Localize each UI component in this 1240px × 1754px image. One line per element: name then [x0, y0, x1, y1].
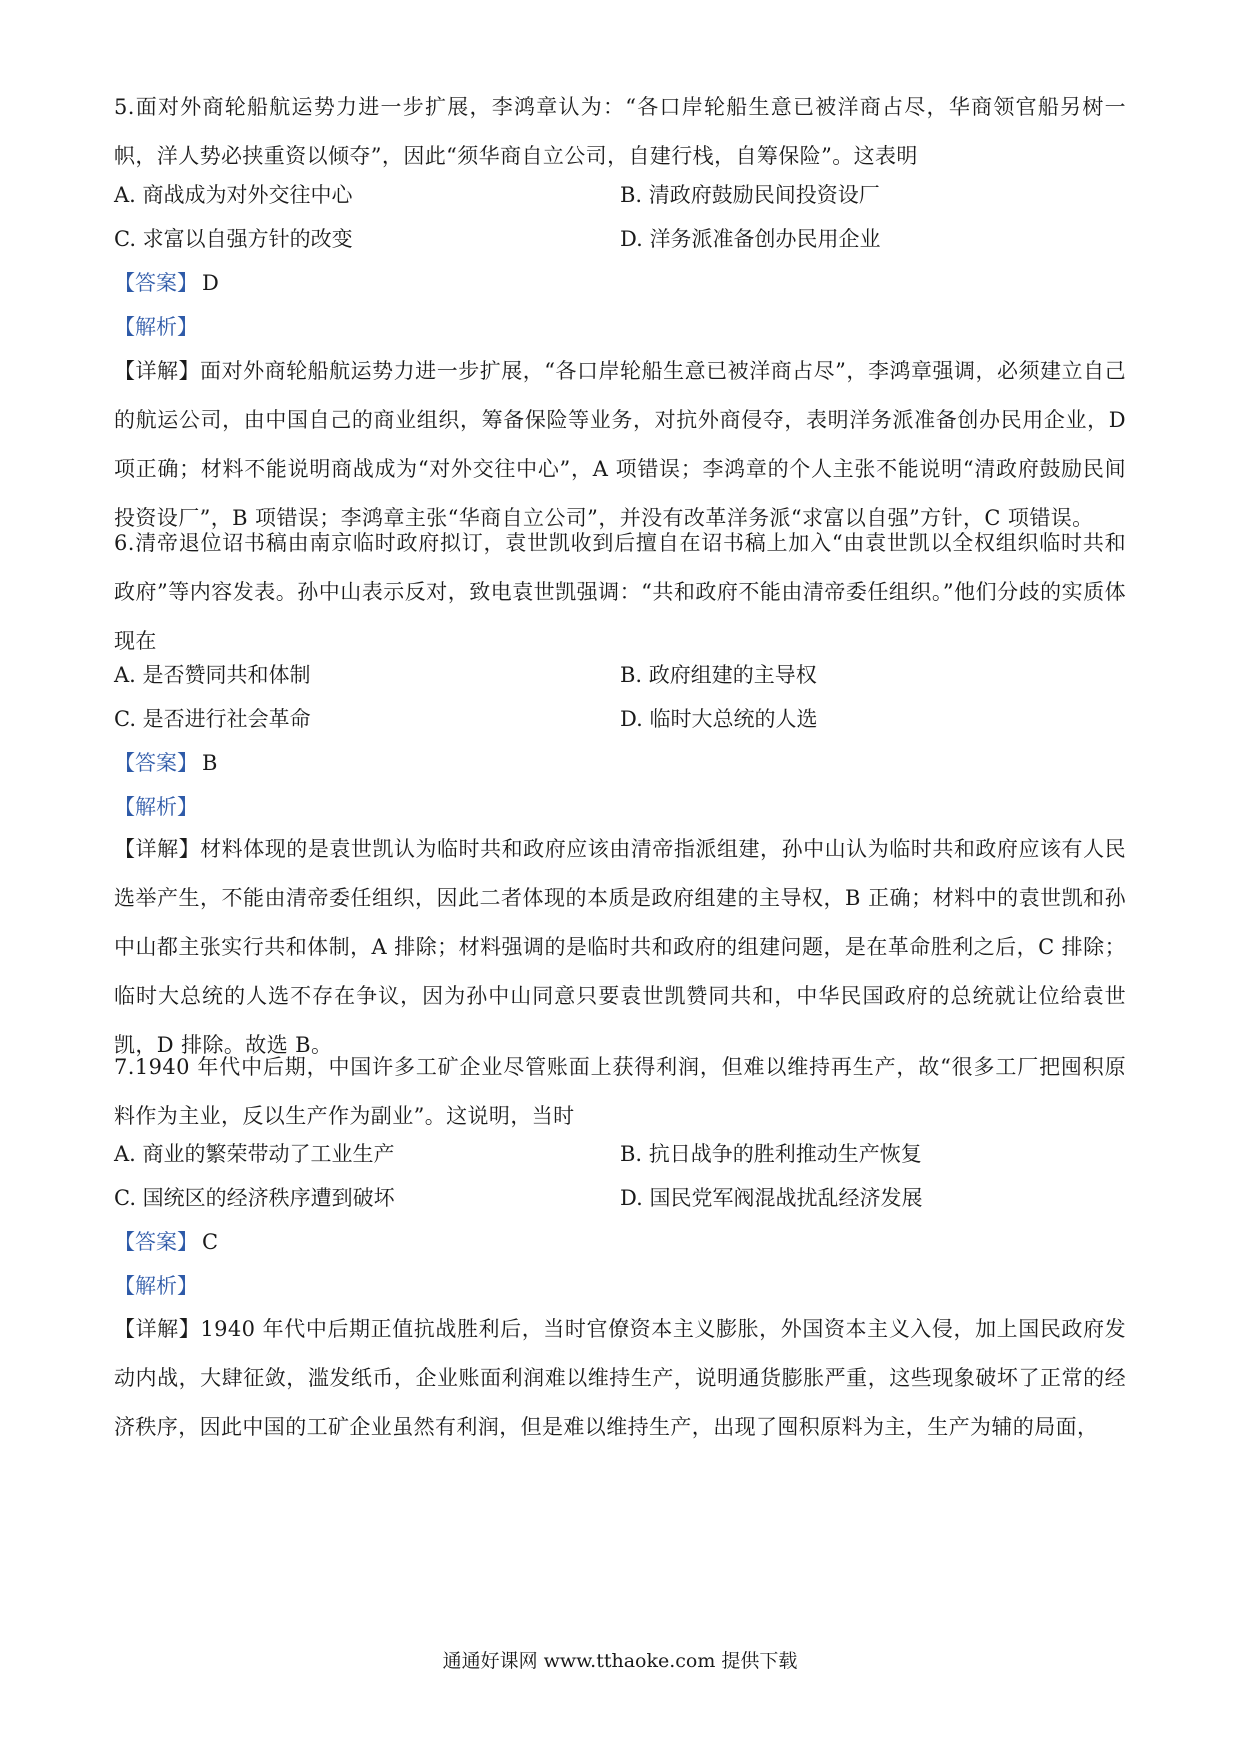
question-5-answer	[114, 259, 219, 308]
question-6-detail: 【详解】材料体现的是袁世凯认为临时共和政府应该由清帝指派组建，孙中山认为临时共和政府应该有人民选举产生，不能由清帝委任组织，因此二者体现的本质是政府组建的主导权，B 正确；材料中的袁世凯和孙中山都主张实行共和体制，A 排除；材料强调的是临时共和政府的组建问题，是在革命胜利之后，C 排除；临时大总统的人选不存在争议，因为孙中山同意只要袁世凯赞同共和，中华民国政府的总统就让位给袁世凯，D 排除。故选 B。	[114, 837, 1126, 1057]
question-7-analysis-label: 【解析】	[114, 1274, 198, 1298]
question-5-option-d: D. 洋务派准备创办民用企业	[620, 227, 881, 251]
question-7-options-row-2	[114, 1174, 1126, 1223]
question-5-analysis-label: 【解析】	[114, 315, 198, 339]
question-5-options-row-1	[114, 171, 1126, 220]
question-7-answer	[114, 1218, 218, 1267]
answer-label: 【答案】	[114, 751, 198, 775]
question-5-options-row-2	[114, 215, 1126, 264]
question-6-option-b: B. 政府组建的主导权	[620, 663, 817, 687]
question-5-option-a: A. 商战成为对外交往中心	[114, 183, 353, 207]
question-6-option-a: A. 是否赞同共和体制	[114, 663, 311, 687]
question-5-option-b: B. 清政府鼓励民间投资设厂	[620, 183, 880, 207]
answer-label: 【答案】	[114, 271, 198, 295]
question-6-analysis-label: 【解析】	[114, 795, 198, 819]
answer-label: 【答案】	[114, 1230, 198, 1254]
question-7-detail: 【详解】1940 年代中后期正值抗战胜利后，当时官僚资本主义膨胀，外国资本主义入侵，加上国民政府发动内战，大肆征敛，滥发纸币，企业账面利润难以维持生产，说明通货膨胀严重，这些现象破坏了正常的经济秩序，因此中国的工矿企业虽然有利润，但是难以维持生产，出现了囤积原料为主，生产为辅的局面，	[114, 1317, 1126, 1439]
answer-value: D	[202, 271, 219, 295]
question-7-option-d: D. 国民党军阀混战扰乱经济发展	[620, 1186, 923, 1210]
question-6-option-c: C. 是否进行社会革命	[114, 707, 311, 731]
question-5-stem: 5.面对外商轮船航运势力进一步扩展，李鸿章认为：“各口岸轮船生意已被洋商占尽，华商领官船另树一帜，洋人势必挟重资以倾夺”，因此“须华商自立公司，自建行栈，自筹保险”。这表明	[114, 95, 1126, 168]
question-5-option-c: C. 求富以自强方针的改变	[114, 227, 353, 251]
question-6-option-d: D. 临时大总统的人选	[620, 707, 818, 731]
question-6-options-row-2	[114, 695, 1126, 744]
answer-value: C	[202, 1230, 219, 1254]
question-6-options-row-1	[114, 651, 1126, 700]
question-7-option-a: A. 商业的繁荣带动了工业生产	[114, 1142, 395, 1166]
question-7-option-b: B. 抗日战争的胜利推动生产恢复	[620, 1142, 922, 1166]
question-7-stem: 7.1940 年代中后期，中国许多工矿企业尽管账面上获得利润，但难以维持再生产，故“很多工厂把囤积原料作为主业，反以生产作为副业”。这说明，当时	[114, 1055, 1126, 1128]
page-footer: 通通好课网 www.tthaoke.com 提供下载	[442, 1650, 798, 1672]
question-7-options-row-1	[114, 1130, 1126, 1179]
question-6-stem: 6.清帝退位诏书稿由南京临时政府拟订，袁世凯收到后擅自在诏书稿上加入“由袁世凯以全权组织临时共和政府”等内容发表。孙中山表示反对，致电袁世凯强调：“共和政府不能由清帝委任组织。”他们分歧的实质体现在	[114, 531, 1126, 653]
answer-value: B	[202, 751, 218, 775]
question-5-detail: 【详解】面对外商轮船航运势力进一步扩展，“各口岸轮船生意已被洋商占尽”，李鸿章强调，必须建立自己的航运公司，由中国自己的商业组织，筹备保险等业务，对抗外商侵夺，表明洋务派准备创办民用企业，D项正确；材料不能说明商战成为“对外交往中心”，A 项错误；李鸿章的个人主张不能说明“清政府鼓励民间投资设厂”，B 项错误；李鸿章主张“华商自立公司”，并没有改革洋务派“求富以自强”方针，C 项错误。	[114, 359, 1126, 530]
question-6-answer	[114, 739, 217, 788]
question-7-option-c: C. 国统区的经济秩序遭到破坏	[114, 1186, 395, 1210]
